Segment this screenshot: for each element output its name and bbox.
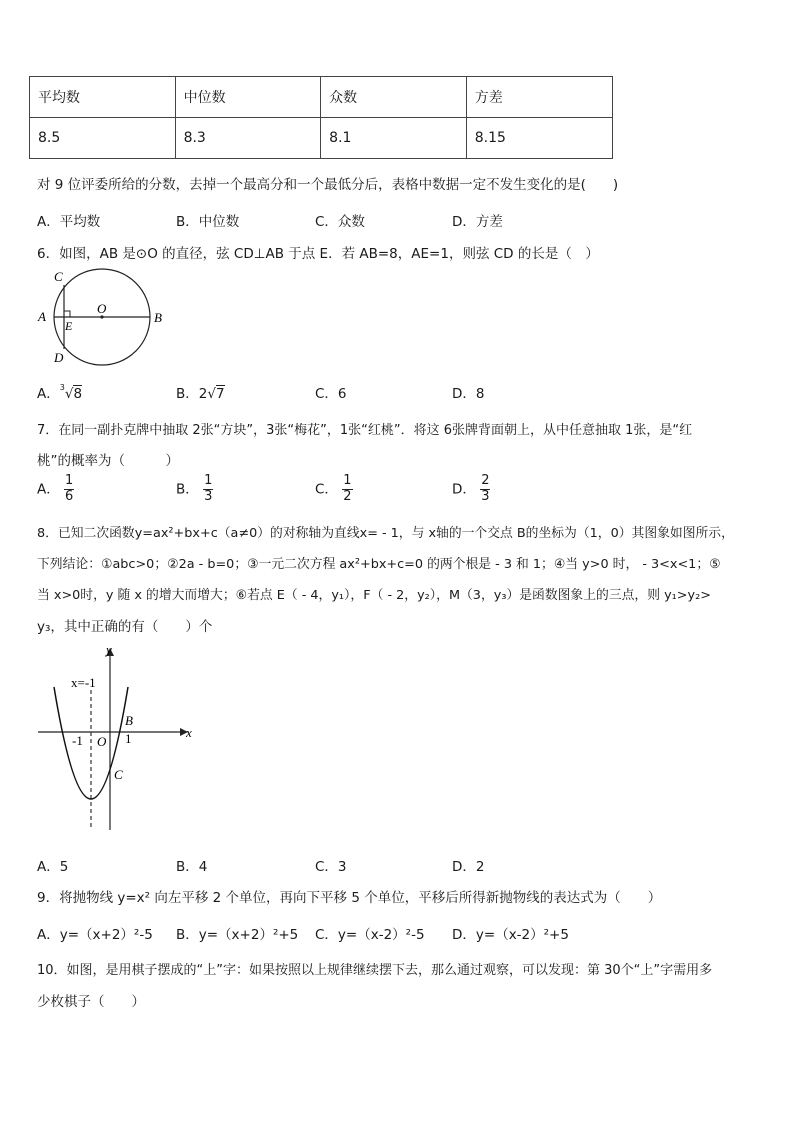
q6-option-b[interactable]: [176, 382, 225, 402]
q7-option-c-fraction: [342, 474, 352, 505]
q7-option-d-fraction: [480, 474, 490, 505]
header-mode: 众数: [321, 77, 467, 118]
q8-option-a[interactable]: A．5: [37, 859, 69, 875]
q5-option-d[interactable]: D．方差: [452, 214, 503, 230]
q7-option-c-prefix: C．: [315, 481, 338, 498]
label-o: O: [97, 301, 107, 316]
label-o: O: [97, 734, 107, 749]
header-variance: 方差: [466, 77, 612, 118]
q10-stem-line2: 少枚棋子（ ）: [37, 994, 145, 1010]
q7-option-a-prefix: A．: [37, 481, 60, 498]
label-one: 1: [125, 731, 132, 746]
q6-option-b-radicand: 7: [215, 386, 225, 402]
q6-option-c[interactable]: C．6: [315, 386, 347, 402]
label-x: x: [186, 725, 192, 740]
q7-option-b-fraction: [203, 474, 213, 505]
q7-option-a-fraction: [64, 474, 74, 505]
value-mean: 8.5: [30, 118, 176, 159]
q7-option-b[interactable]: [176, 474, 213, 505]
header-mean: 平均数: [30, 77, 176, 118]
fraction-denominator: 2: [343, 488, 352, 504]
q9-option-d[interactable]: D．y=（x-2）²+5: [452, 927, 569, 943]
value-mode: 8.1: [321, 118, 467, 159]
q7-option-d-prefix: D．: [452, 481, 476, 498]
q7-stem-line2: 桃”的概率为（ ）: [37, 453, 179, 469]
q6-option-d[interactable]: D．8: [452, 386, 485, 402]
q9-option-b[interactable]: B．y=（x+2）²+5: [176, 927, 299, 943]
q6-option-b-prefix: B．2: [176, 386, 208, 402]
q7-option-d[interactable]: [452, 474, 490, 505]
q7-option-a[interactable]: [37, 474, 74, 505]
q8-option-b[interactable]: B．4: [176, 859, 208, 875]
q8-stem-line2: 下列结论：①abc>0；②2a - b=0；③一元二次方程 ax²+bx+c=0 的两个根是 - 3 和 1；④当 y>0 时， - 3<x<1；⑤: [37, 557, 721, 572]
radical-sign-icon: √: [207, 386, 216, 402]
fraction-numerator: 2: [481, 473, 490, 488]
label-y: y: [106, 642, 112, 657]
right-angle-mark: [64, 311, 70, 317]
label-c: C: [54, 269, 63, 284]
q9-option-a[interactable]: A．y=（x+2）²-5: [37, 927, 153, 943]
fraction-denominator: 6: [65, 488, 74, 504]
fraction-denominator: 3: [204, 488, 213, 504]
q6-option-a-index: 3: [59, 382, 65, 392]
q8-stem-line4: y₃，其中正确的有（ ）个: [37, 619, 213, 635]
q7-option-b-prefix: B．: [176, 481, 199, 498]
q8-stem-line3: 当 x>0时，y 随 x 的增大而增大；⑥若点 E（ - 4，y₁），F（ - 2，y₂），M（3，y₃）是函数图象上的三点，则 y₁>y₂>: [37, 588, 711, 603]
q8-option-c[interactable]: C．3: [315, 859, 347, 875]
q5-option-c[interactable]: C．众数: [315, 214, 365, 230]
q8-parabola-figure: [30, 642, 210, 836]
fraction-numerator: 1: [65, 473, 74, 488]
q7-option-c[interactable]: [315, 474, 353, 505]
label-axis-eq: x=-1: [71, 675, 96, 690]
label-neg1: -1: [72, 733, 83, 748]
q5-option-a[interactable]: A．平均数: [37, 214, 101, 230]
radical-sign-icon: √: [64, 386, 74, 402]
q8-stem-line1: 8．已知二次函数y=ax²+bx+c（a≠0）的对称轴为直线x= - 1，与 x轴的一个交点 B的坐标为（1，0）其图象如图所示，: [37, 526, 734, 541]
value-variance: 8.15: [466, 118, 612, 159]
q8-option-d[interactable]: D．2: [452, 859, 485, 875]
value-median: 8.3: [175, 118, 321, 159]
q6-option-a-prefix: A．: [37, 386, 60, 402]
label-b: B: [154, 310, 162, 325]
table-value-row: [30, 118, 613, 159]
fraction-numerator: 1: [343, 473, 352, 488]
q6-option-a-radicand: 8: [73, 386, 83, 402]
q5-stem: 对 9 位评委所给的分数，去掉一个最高分和一个最低分后，表格中数据一定不发生变化的是( ): [37, 177, 619, 193]
q10-stem-line1: 10．如图，是用棋子摆成的“上”字：如果按照以上规律继续摆下去，那么通过观察，可以发现：第 30个“上”字需用多: [37, 963, 713, 978]
fraction-denominator: 3: [481, 488, 490, 504]
label-b: B: [125, 713, 133, 728]
label-a: A: [38, 309, 46, 324]
q6-stem: 6．如图，AB 是⊙O 的直径，弦 CD⊥AB 于点 E．若 AB=8，AE=1，则弦 CD 的长是（ ）: [37, 246, 599, 262]
q7-stem-line1: 7．在同一副扑克牌中抽取 2张“方块”，3张“梅花”，1张“红桃”．将这 6张牌背面朝上，从中任意抽取 1张，是“红: [37, 423, 693, 438]
label-c: C: [114, 767, 123, 782]
header-median: 中位数: [175, 77, 321, 118]
q9-stem: 9．将抛物线 y=x² 向左平移 2 个单位，再向下平移 5 个单位，平移后所得新抛物线的表达式为（ ）: [37, 890, 662, 906]
fraction-numerator: 1: [204, 473, 213, 488]
table-header-row: [30, 77, 613, 118]
q5-option-b[interactable]: B．中位数: [176, 214, 240, 230]
label-e: E: [65, 319, 73, 333]
label-d: D: [54, 350, 64, 365]
q9-option-c[interactable]: C．y=（x-2）²-5: [315, 927, 425, 943]
stats-table: [29, 76, 613, 159]
q6-option-a[interactable]: [37, 382, 82, 402]
q6-circle-figure: [34, 266, 174, 370]
